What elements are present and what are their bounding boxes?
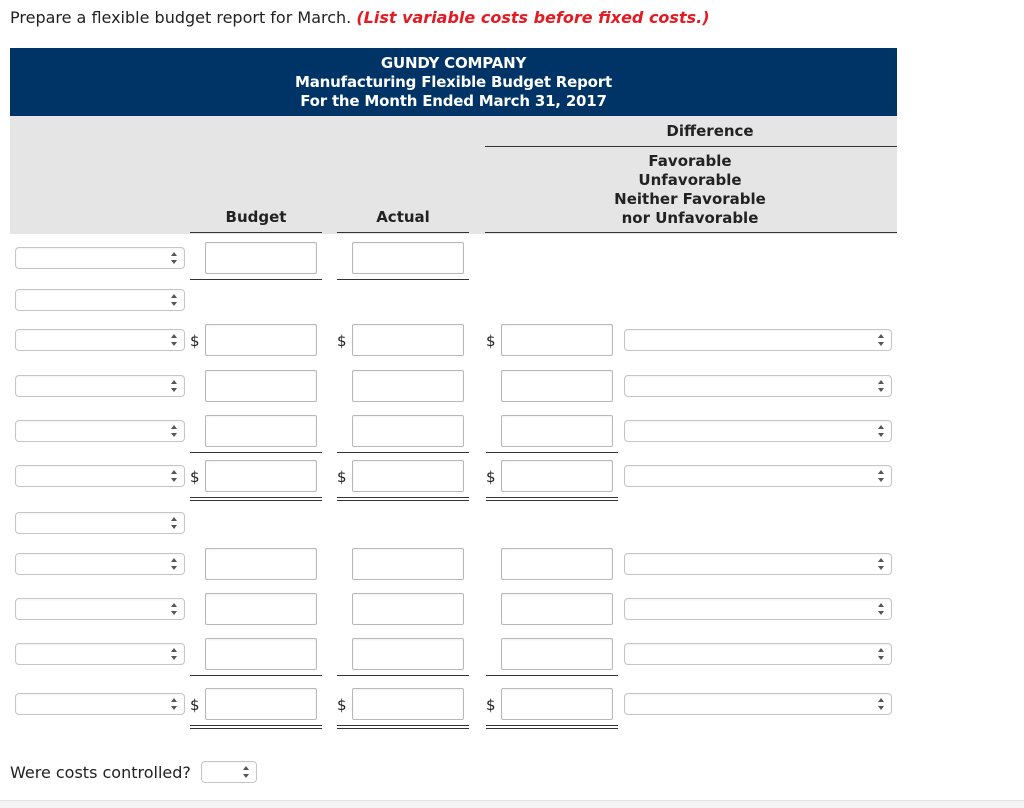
line-item-select[interactable] <box>15 693 185 715</box>
currency-symbol: $ <box>337 468 347 486</box>
updown-chevron-icon <box>877 424 885 438</box>
actual-input[interactable] <box>352 688 464 720</box>
actual-header: Actual <box>376 208 430 226</box>
updown-chevron-icon <box>877 647 885 661</box>
total-double-underline <box>190 728 322 729</box>
total-underline <box>337 452 469 453</box>
difference-input[interactable] <box>501 688 613 720</box>
total-underline <box>486 452 618 453</box>
budget-input[interactable] <box>205 593 317 625</box>
difference-header: Difference <box>666 122 754 140</box>
total-underline <box>486 725 618 726</box>
total-double-underline <box>486 728 618 729</box>
updown-chevron-icon <box>170 379 178 393</box>
actual-input[interactable] <box>352 548 464 580</box>
difference-status-select[interactable] <box>624 598 892 620</box>
updown-chevron-icon <box>877 469 885 483</box>
updown-chevron-icon <box>170 697 178 711</box>
total-underline <box>337 497 469 498</box>
updown-chevron-icon <box>170 469 178 483</box>
budget-input[interactable] <box>205 460 317 492</box>
difference-bottom-rule <box>485 232 897 233</box>
currency-symbol: $ <box>190 332 200 350</box>
updown-chevron-icon <box>877 602 885 616</box>
difference-input[interactable] <box>501 638 613 670</box>
company-name: GUNDY COMPANY <box>380 54 527 72</box>
line-item-select[interactable] <box>15 643 185 665</box>
report-period: For the Month Ended March 31, 2017 <box>300 92 607 110</box>
instructions <box>10 8 710 27</box>
option-neither: Neither Favorable <box>614 190 766 208</box>
line-item-select[interactable] <box>15 420 185 442</box>
budget-input[interactable] <box>205 370 317 402</box>
currency-symbol: $ <box>190 468 200 486</box>
line-item-select[interactable] <box>15 598 185 620</box>
currency-symbol: $ <box>486 468 496 486</box>
total-underline <box>486 675 618 676</box>
line-item-select[interactable] <box>15 465 185 487</box>
updown-chevron-icon <box>170 557 178 571</box>
report-title: Manufacturing Flexible Budget Report <box>295 73 612 91</box>
actual-input[interactable] <box>352 593 464 625</box>
option-nor: nor Unfavorable <box>621 209 759 227</box>
option-favorable: Favorable <box>648 152 732 170</box>
total-double-underline <box>486 500 618 501</box>
total-underline <box>337 725 469 726</box>
updown-chevron-icon <box>170 251 178 265</box>
currency-symbol: $ <box>486 696 496 714</box>
difference-status-select[interactable] <box>624 375 892 397</box>
total-underline <box>190 497 322 498</box>
line-item-select[interactable] <box>15 512 185 534</box>
budget-input[interactable] <box>205 548 317 580</box>
difference-input[interactable] <box>501 548 613 580</box>
updown-chevron-icon <box>170 647 178 661</box>
difference-input[interactable] <box>501 593 613 625</box>
currency-symbol: $ <box>337 696 347 714</box>
instruction-text: Prepare a flexible budget report for March. <box>10 8 352 27</box>
line-item-select[interactable] <box>15 329 185 351</box>
updown-chevron-icon <box>170 293 178 307</box>
column-underline <box>337 279 469 280</box>
total-underline <box>337 675 469 676</box>
updown-chevron-icon <box>877 557 885 571</box>
currency-symbol: $ <box>337 332 347 350</box>
difference-input[interactable] <box>501 415 613 447</box>
difference-status-select[interactable] <box>624 465 892 487</box>
instruction-emphasis: (List variable costs before fixed costs.) <box>356 8 710 27</box>
costs-controlled-select[interactable] <box>201 761 257 783</box>
budget-input[interactable] <box>205 638 317 670</box>
updown-chevron-icon <box>170 424 178 438</box>
updown-chevron-icon <box>877 697 885 711</box>
actual-input[interactable] <box>352 460 464 492</box>
actual-input[interactable] <box>352 242 464 274</box>
actual-input[interactable] <box>352 638 464 670</box>
line-item-select[interactable] <box>15 375 185 397</box>
difference-status-select[interactable] <box>624 553 892 575</box>
total-underline <box>190 725 322 726</box>
budget-input[interactable] <box>205 688 317 720</box>
total-underline <box>190 452 322 453</box>
line-item-select[interactable] <box>15 289 185 311</box>
budget-header: Budget <box>225 208 287 226</box>
updown-chevron-icon <box>170 602 178 616</box>
difference-input[interactable] <box>501 460 613 492</box>
actual-input[interactable] <box>352 415 464 447</box>
line-item-select[interactable] <box>15 247 185 269</box>
total-underline <box>190 675 322 676</box>
currency-symbol: $ <box>486 332 496 350</box>
total-double-underline <box>337 500 469 501</box>
updown-chevron-icon <box>170 333 178 347</box>
budget-input[interactable] <box>205 242 317 274</box>
difference-rule <box>485 146 897 147</box>
report-header <box>10 48 897 116</box>
budget-input[interactable] <box>205 415 317 447</box>
line-item-select[interactable] <box>15 553 185 575</box>
updown-chevron-icon <box>877 379 885 393</box>
column-header-band <box>10 116 897 234</box>
difference-status-select[interactable] <box>624 420 892 442</box>
total-underline <box>486 497 618 498</box>
difference-status-select[interactable] <box>624 643 892 665</box>
option-unfavorable: Unfavorable <box>638 171 742 189</box>
difference-status-select[interactable] <box>624 329 892 351</box>
difference-input[interactable] <box>501 370 613 402</box>
actual-rule <box>337 232 469 233</box>
actual-input[interactable] <box>352 324 464 356</box>
total-double-underline <box>190 500 322 501</box>
question-label: Were costs controlled? <box>10 763 191 782</box>
difference-input[interactable] <box>501 324 613 356</box>
budget-rule <box>190 232 322 233</box>
column-underline <box>190 279 322 280</box>
updown-chevron-icon <box>170 516 178 530</box>
currency-symbol: $ <box>190 696 200 714</box>
updown-chevron-icon <box>877 333 885 347</box>
updown-chevron-icon <box>242 765 250 779</box>
total-double-underline <box>337 728 469 729</box>
difference-status-select[interactable] <box>624 693 892 715</box>
budget-input[interactable] <box>205 324 317 356</box>
actual-input[interactable] <box>352 370 464 402</box>
